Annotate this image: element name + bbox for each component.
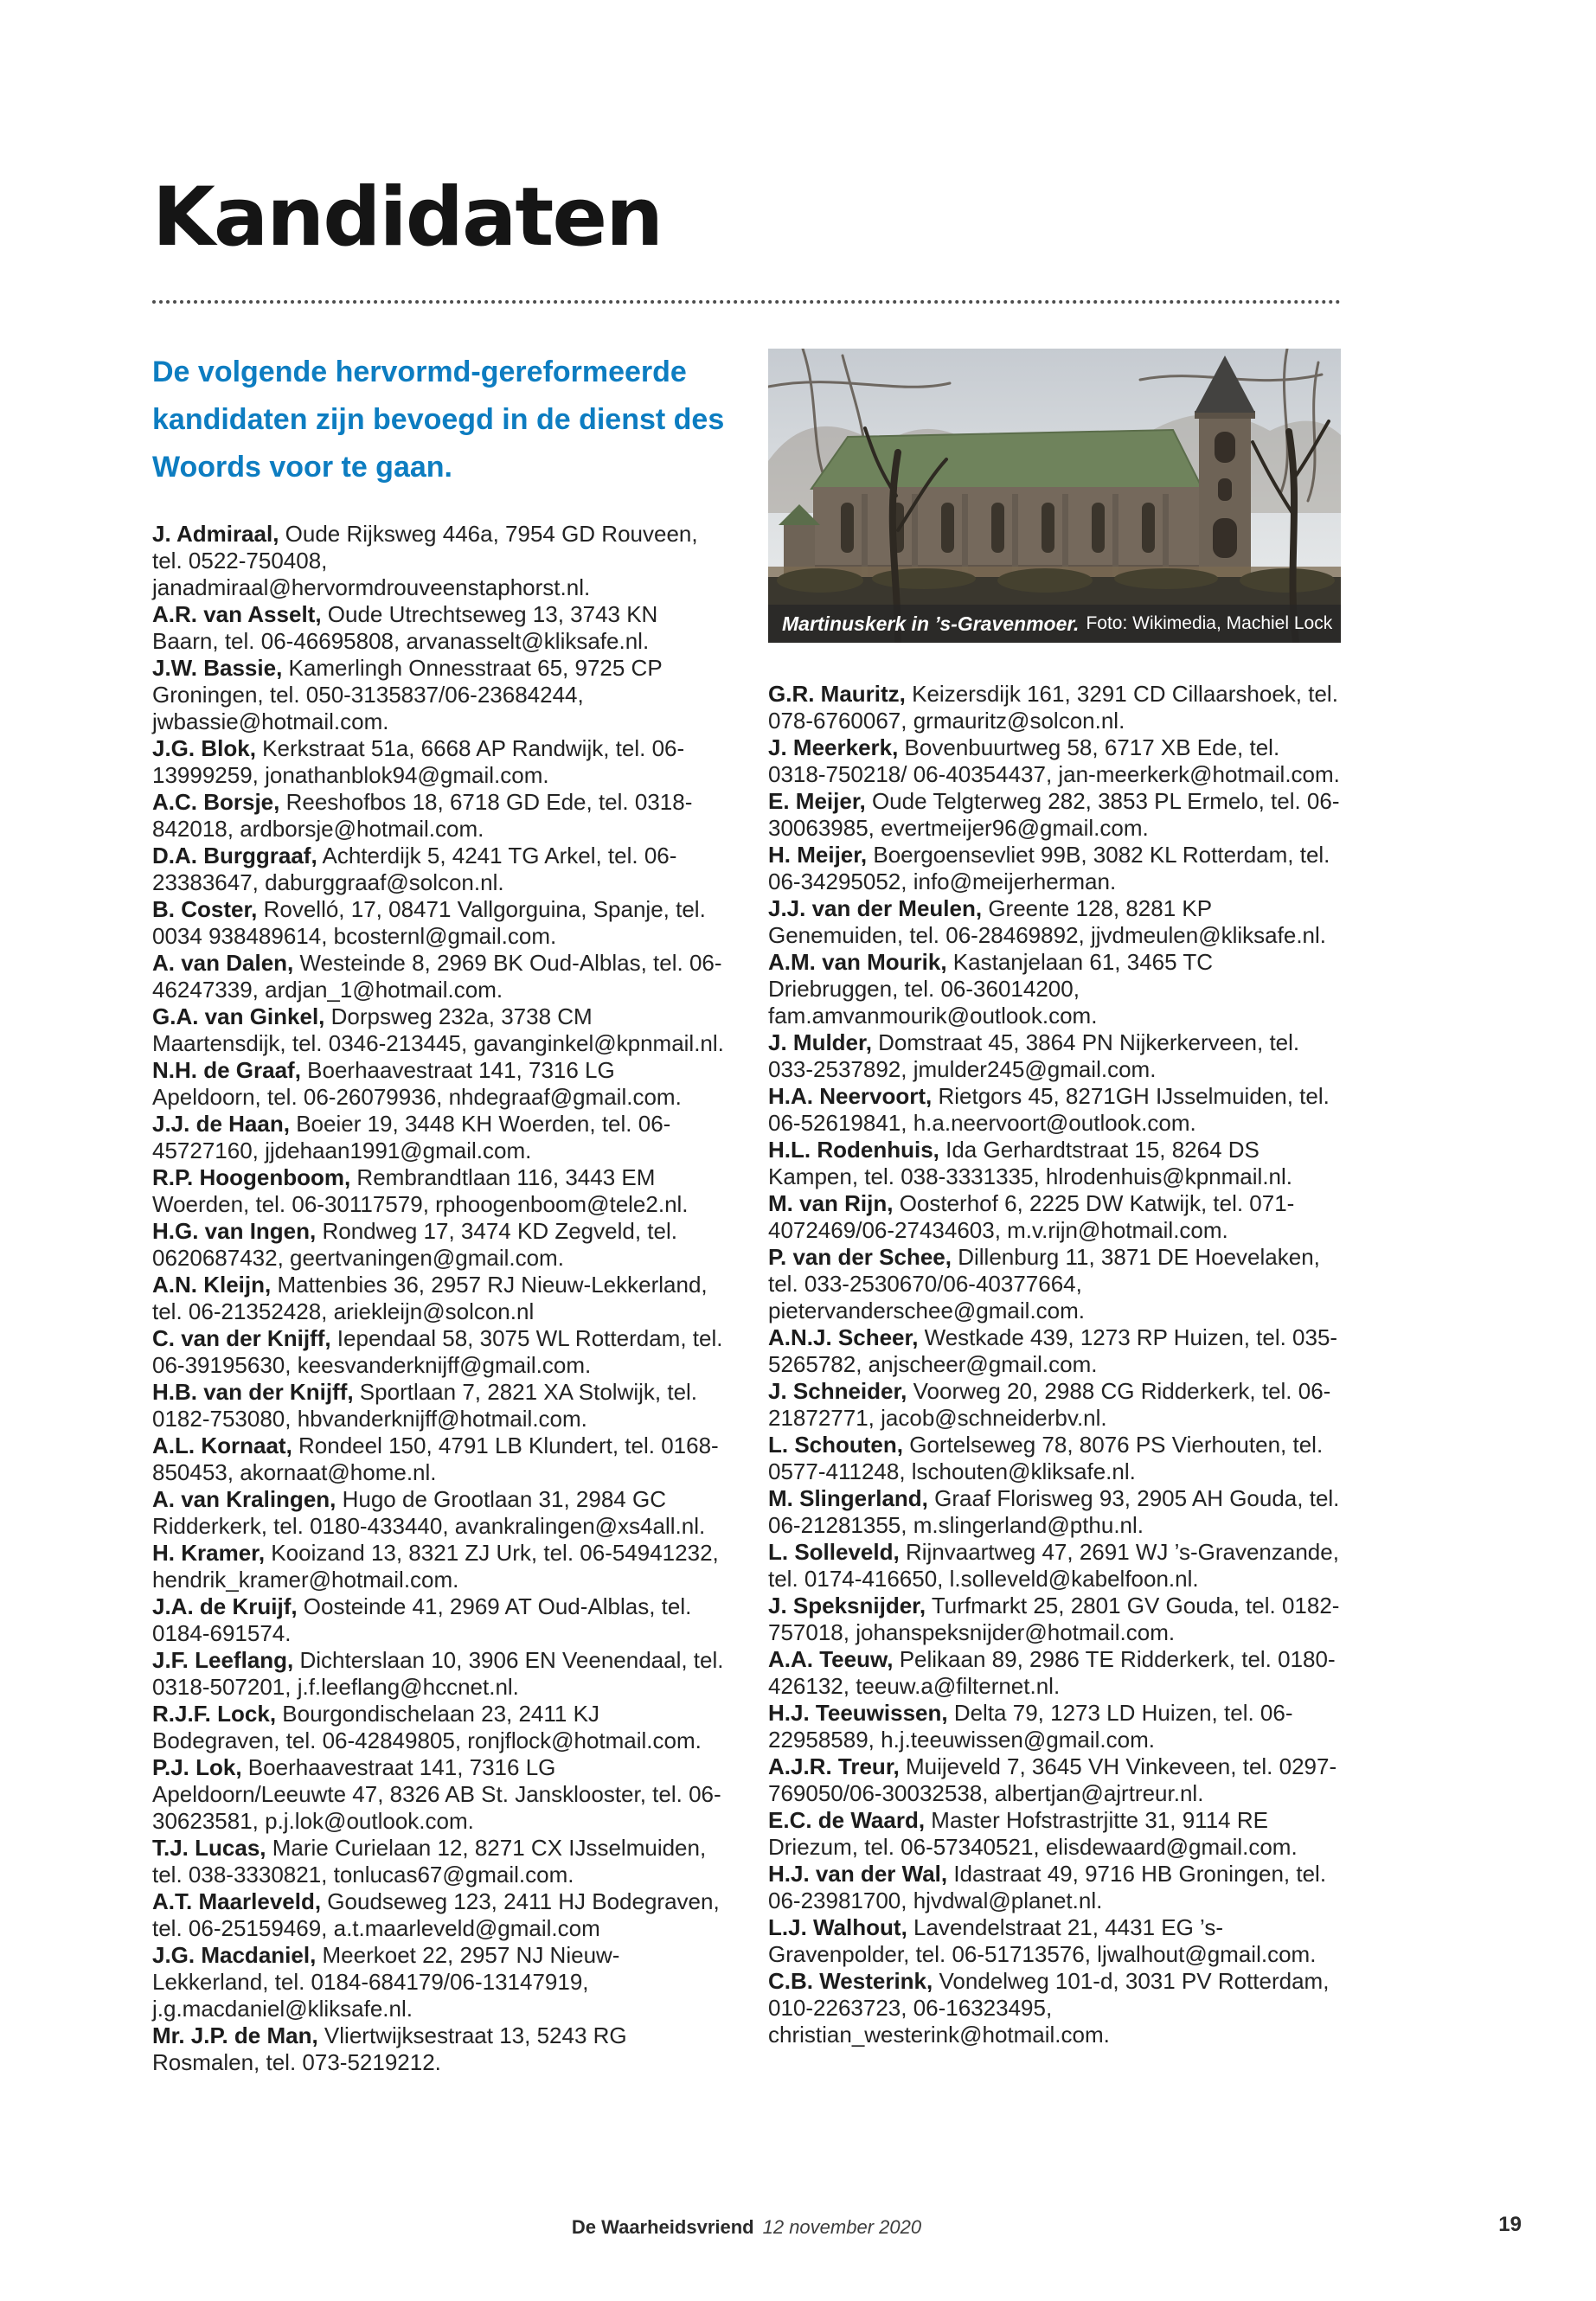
candidate-details: Pelikaan 89, 2986 TE Ridderkerk, tel. 0180-426132, teeuw.a@filternet.nl. bbox=[768, 1646, 1336, 1699]
candidate-name: C. van der Knijff, bbox=[152, 1325, 331, 1352]
candidate-entry bbox=[768, 1807, 1341, 1861]
candidate-details: Lavendelstraat 21, 4431 EG ’s-Gravenpolder, tel. 06-51713576, ljwalhout@gmail.com. bbox=[768, 1914, 1317, 1967]
photo-caption-credit: Foto: Wikimedia, Machiel Lock bbox=[1086, 613, 1333, 633]
candidate-name: J.J. van der Meulen, bbox=[768, 895, 983, 921]
candidate-name: D.A. Burggraaf, bbox=[152, 843, 317, 869]
candidate-name: J.F. Leeflang, bbox=[152, 1647, 294, 1674]
candidate-details: Ida Gerhardtstraat 15, 8264 DS Kampen, tel. 038-3331335, hlrodenhuis@kpnmail.nl. bbox=[768, 1137, 1292, 1189]
candidate-entry bbox=[768, 1190, 1341, 1244]
candidate-details: Westeinde 8, 2969 BK Oud-Alblas, tel. 06-46247339, ardjan_1@hotmail.com. bbox=[152, 950, 722, 1003]
candidate-name: R.P. Hoogenboom, bbox=[152, 1164, 351, 1191]
candidate-details: Greente 128, 8281 KP Genemuiden, tel. 06-28469892, jjvdmeulen@kliksafe.nl. bbox=[768, 895, 1326, 948]
candidate-entry bbox=[152, 1218, 725, 1272]
candidate-details: Sportlaan 7, 2821 XA Stolwijk, tel. 0182-753080, hbvanderknijff@hotmail.com. bbox=[152, 1379, 698, 1433]
candidate-details: Oosterhof 6, 2225 DW Katwijk, tel. 071-4072469/06-27434603, m.v.rijn@hotmail.com. bbox=[768, 1190, 1295, 1243]
candidate-name: N.H. de Graaf, bbox=[152, 1057, 301, 1084]
candidate-name: J.W. Bassie, bbox=[152, 655, 283, 682]
candidate-details: Kastanjelaan 61, 3465 TC Driebruggen, tel. 06-36014200, fam.amvanmourik@outlook.com. bbox=[768, 949, 1213, 1029]
page-title: Kandidaten bbox=[152, 170, 663, 265]
content-columns bbox=[152, 349, 1341, 2076]
candidate-entry bbox=[152, 1325, 725, 1379]
candidate-details: Turfmarkt 25, 2801 GV Gouda, tel. 0182-757018, johanspeksnijder@hotmail.com. bbox=[768, 1593, 1340, 1645]
candidate-name: T.J. Lucas, bbox=[152, 1835, 266, 1862]
candidate-entry bbox=[152, 1942, 725, 2022]
candidate-details: Boergoensevliet 99B, 3082 KL Rotterdam, tel. 06-34295052, info@meijerherman. bbox=[768, 842, 1330, 894]
candidate-details: Gortelseweg 78, 8076 PS Vierhouten, tel. 0577-411248, lschouten@kliksafe.nl. bbox=[768, 1432, 1324, 1484]
candidate-entry bbox=[152, 1888, 725, 1942]
candidate-entry bbox=[768, 1700, 1341, 1753]
candidate-details: Graaf Florisweg 93, 2905 AH Gouda, tel. 06-21281355, m.slingerland@pthu.nl. bbox=[768, 1485, 1340, 1538]
candidate-entry bbox=[152, 2022, 725, 2076]
candidate-name: L. Solleveld, bbox=[768, 1539, 900, 1565]
candidate-details: Boeier 19, 3448 KH Woerden, tel. 06-45727160, jjdehaan1991@gmail.com. bbox=[152, 1111, 671, 1164]
candidate-name: B. Coster, bbox=[152, 896, 258, 923]
candidate-list-right bbox=[768, 681, 1341, 2048]
candidate-entry bbox=[152, 1379, 725, 1433]
candidate-name: E.C. de Waard, bbox=[768, 1807, 926, 1833]
candidate-details: Hugo de Grootlaan 31, 2984 GC Ridderkerk, tel. 0180-433440, avankralingen@xs4all.nl. bbox=[152, 1486, 706, 1540]
candidate-details: Rijnvaartweg 47, 2691 WJ ’s-Gravenzande, tel. 0174-416650, l.solleveld@kabelfoon.nl. bbox=[768, 1539, 1339, 1592]
candidate-name: J.G. Blok, bbox=[152, 735, 256, 762]
candidate-details: Vliertwijksestraat 13, 5243 RG Rosmalen, tel. 073-5219212. bbox=[152, 2022, 627, 2076]
candidate-entry bbox=[152, 655, 725, 735]
intro-text: De volgende hervormd-gereformeerde kandidaten zijn bevoegd in de dienst des Woords voor te gaan. bbox=[152, 356, 725, 484]
candidate-name: A.M. van Mourik, bbox=[768, 949, 947, 975]
candidate-name: H.J. Teeuwissen, bbox=[768, 1700, 948, 1726]
candidate-name: J. Schneider, bbox=[768, 1378, 907, 1404]
candidate-entry bbox=[152, 1433, 725, 1486]
candidate-name: A.L. Kornaat, bbox=[152, 1433, 292, 1459]
candidate-details: Dillenburg 11, 3871 DE Hoevelaken, tel. 033-2530670/06-40377664, pietervanderschee@gmail.com. bbox=[768, 1244, 1320, 1324]
candidate-name: E. Meijer, bbox=[768, 788, 866, 814]
candidate-name: H.A. Neervoort, bbox=[768, 1083, 933, 1109]
candidate-entry bbox=[768, 1485, 1341, 1539]
candidate-name: G.R. Mauritz, bbox=[768, 681, 906, 707]
candidate-details: Delta 79, 1273 LD Huizen, tel. 06-22958589, h.j.teeuwissen@gmail.com. bbox=[768, 1700, 1293, 1753]
candidate-name: A.T. Maarleveld, bbox=[152, 1888, 322, 1915]
dotted-rule bbox=[152, 300, 1341, 304]
left-column bbox=[152, 349, 725, 2076]
candidate-name: Mr. J.P. de Man, bbox=[152, 2022, 318, 2049]
candidate-entry bbox=[152, 521, 725, 601]
candidate-name: J. Speksnijder, bbox=[768, 1593, 926, 1618]
candidate-details: Rondeel 150, 4791 LB Klundert, tel. 0168-850453, akornaat@home.nl. bbox=[152, 1433, 719, 1486]
candidate-details: Master Hofstrastrjitte 31, 9114 RE Driezum, tel. 06-57340521, elisdewaard@gmail.com. bbox=[768, 1807, 1298, 1860]
candidate-name: H. Meijer, bbox=[768, 842, 868, 868]
candidate-details: Marie Curielaan 12, 8271 CX IJsselmuiden, tel. 038-3330821, tonlucas67@gmail.com. bbox=[152, 1835, 707, 1888]
candidate-entry bbox=[768, 1539, 1341, 1593]
page-number: 19 bbox=[1498, 2213, 1522, 2236]
candidate-details: Dorpsweg 232a, 3738 CM Maartensdijk, tel. 0346-213445, gavanginkel@kpnmail.nl. bbox=[152, 1003, 724, 1057]
candidate-entry bbox=[768, 734, 1341, 788]
candidate-details: Bovenbuurtweg 58, 6717 XB Ede, tel. 0318-750218/ 06-40354437, jan-meerkerk@hotmail.com. bbox=[768, 734, 1340, 787]
candidate-details: Kamerlingh Onnesstraat 65, 9725 CP Groningen, tel. 050-3135837/06-23684244, jwbassie@hotmail.com. bbox=[152, 655, 663, 735]
candidate-entry bbox=[768, 949, 1341, 1029]
candidate-name: C.B. Westerink, bbox=[768, 1968, 933, 1994]
candidate-details: Achterdijk 5, 4241 TG Arkel, tel. 06-23383647, daburggraaf@solcon.nl. bbox=[152, 843, 677, 896]
candidate-entry bbox=[152, 1111, 725, 1164]
candidate-details: Muijeveld 7, 3645 VH Vinkeveen, tel. 0297-769050/06-30032538, albertjan@ajrtreur.nl. bbox=[768, 1753, 1337, 1806]
candidate-entry bbox=[152, 1701, 725, 1754]
candidate-entry bbox=[152, 950, 725, 1003]
candidate-name: H.B. van der Knijff, bbox=[152, 1379, 354, 1406]
photo-caption-title: Martinuskerk in ’s-Gravenmoer. bbox=[782, 612, 1080, 635]
candidate-details: Boerhaavestraat 141, 7316 LG Apeldoorn, tel. 06-26079936, nhdegraaf@gmail.com. bbox=[152, 1057, 682, 1111]
candidate-details: Oude Rijksweg 446a, 7954 GD Rouveen, tel. 0522-750408, janadmiraal@hervormdrouveenstaphorst.nl. bbox=[152, 521, 698, 601]
candidate-name: A.A. Teeuw, bbox=[768, 1646, 894, 1672]
candidate-entry bbox=[768, 1324, 1341, 1378]
candidate-entry bbox=[768, 1083, 1341, 1137]
candidate-name: L.J. Walhout, bbox=[768, 1914, 907, 1940]
candidate-name: J.A. de Kruijf, bbox=[152, 1593, 298, 1620]
candidate-entry bbox=[152, 601, 725, 655]
candidate-entry bbox=[152, 789, 725, 843]
candidate-entry bbox=[152, 1057, 725, 1111]
candidate-entry bbox=[768, 681, 1341, 734]
candidate-details: Meerkoet 22, 2957 NJ Nieuw-Lekkerland, tel. 0184-684179/06-13147919, j.g.macdaniel@kliksafe.nl. bbox=[152, 1942, 620, 2022]
candidate-entry bbox=[152, 1486, 725, 1540]
candidate-entry bbox=[152, 1754, 725, 1835]
candidate-name: A.C. Borsje, bbox=[152, 789, 280, 816]
candidate-name: A.J.R. Treur, bbox=[768, 1753, 900, 1779]
candidate-entry bbox=[768, 842, 1341, 895]
candidate-details: Dichterslaan 10, 3906 EN Veenendaal, tel. 0318-507201, j.f.leeflang@hccnet.nl. bbox=[152, 1647, 724, 1701]
candidate-name: M. Slingerland, bbox=[768, 1485, 928, 1511]
candidate-name: A.N. Kleijn, bbox=[152, 1272, 272, 1298]
candidate-name: H.L. Rodenhuis, bbox=[768, 1137, 939, 1163]
candidate-entry bbox=[152, 843, 725, 896]
candidate-name: A.N.J. Scheer, bbox=[768, 1324, 919, 1350]
candidate-details: Boerhaavestraat 141, 7316 LG Apeldoorn/Leeuwte 47, 8326 AB St. Jansklooster, tel. 06-30623581, p.j.lok@outlook.com. bbox=[152, 1754, 721, 1835]
candidate-details: Goudseweg 123, 2411 HJ Bodegraven, tel. 06-25159469, a.t.maarleveld@gmail.com bbox=[152, 1888, 720, 1942]
candidate-entry bbox=[768, 1968, 1341, 2048]
candidate-entry bbox=[768, 1029, 1341, 1083]
candidate-name: H.J. van der Wal, bbox=[768, 1861, 948, 1887]
candidate-name: J. Admiraal, bbox=[152, 521, 279, 548]
candidate-entry bbox=[768, 1646, 1341, 1700]
candidate-details: Rembrandtlaan 116, 3443 EM Woerden, tel. 06-30117579, rphoogenboom@tele2.nl. bbox=[152, 1164, 689, 1218]
candidate-entry bbox=[768, 1593, 1341, 1646]
candidate-name: A. van Kralingen, bbox=[152, 1486, 337, 1513]
candidate-name: P. van der Schee, bbox=[768, 1244, 952, 1270]
church-photo bbox=[768, 349, 1341, 643]
candidate-entry bbox=[768, 1378, 1341, 1432]
candidate-entry bbox=[152, 735, 725, 789]
church-illustration bbox=[768, 349, 1341, 643]
candidate-details: Bourgondischelaan 23, 2411 KJ Bodegraven, tel. 06-42849805, ronjflock@hotmail.com. bbox=[152, 1701, 702, 1754]
candidate-details: Mattenbies 36, 2957 RJ Nieuw-Lekkerland, tel. 06-21352428, ariekleijn@solcon.nl bbox=[152, 1272, 708, 1325]
candidate-name: J. Meerkerk, bbox=[768, 734, 899, 760]
candidate-name: R.J.F. Lock, bbox=[152, 1701, 277, 1727]
candidate-entry bbox=[768, 1753, 1341, 1807]
candidate-name: H.G. van Ingen, bbox=[152, 1218, 317, 1245]
candidate-details: Reeshofbos 18, 6718 GD Ede, tel. 0318-842018, ardborsje@hotmail.com. bbox=[152, 789, 693, 843]
candidate-details: Voorweg 20, 2988 CG Ridderkerk, tel. 06-21872771, jacob@schneiderbv.nl. bbox=[768, 1378, 1331, 1431]
candidate-entry bbox=[768, 1244, 1341, 1324]
candidate-entry bbox=[768, 788, 1341, 842]
candidate-entry bbox=[152, 1540, 725, 1593]
right-column bbox=[768, 349, 1341, 2076]
candidate-details: Westkade 439, 1273 RP Huizen, tel. 035-5265782, anjscheer@gmail.com. bbox=[768, 1324, 1338, 1377]
candidate-entry bbox=[152, 1003, 725, 1057]
footer-brand: De Waarheidsvriend bbox=[571, 2216, 754, 2238]
candidate-details: Domstraat 45, 3864 PN Nijkerkerveen, tel. 033-2537892, jmulder245@gmail.com. bbox=[768, 1029, 1300, 1082]
candidate-entry bbox=[768, 1861, 1341, 1914]
candidate-name: J.J. de Haan, bbox=[152, 1111, 290, 1138]
candidate-details: Oude Telgterweg 282, 3853 PL Ermelo, tel. 06-30063985, evertmeijer96@gmail.com. bbox=[768, 788, 1340, 841]
candidate-name: H. Kramer, bbox=[152, 1540, 266, 1567]
candidate-name: M. van Rijn, bbox=[768, 1190, 894, 1216]
candidate-entry bbox=[768, 1137, 1341, 1190]
candidate-details: Idastraat 49, 9716 HB Groningen, tel. 06-23981700, hjvdwal@planet.nl. bbox=[768, 1861, 1327, 1913]
footer bbox=[152, 2216, 1341, 2239]
candidate-details: Rondweg 17, 3474 KD Zegveld, tel. 0620687432, geertvaningen@gmail.com. bbox=[152, 1218, 677, 1272]
candidate-details: Oosteinde 41, 2969 AT Oud-Alblas, tel. 0184-691574. bbox=[152, 1593, 692, 1647]
candidate-name: G.A. van Ginkel, bbox=[152, 1003, 325, 1030]
candidate-entry bbox=[768, 895, 1341, 949]
candidate-details: Rovelló, 17, 08471 Vallgorguina, Spanje, tel. 0034 938489614, bcosternl@gmail.com. bbox=[152, 896, 706, 950]
candidate-name: A. van Dalen, bbox=[152, 950, 294, 977]
candidate-name: L. Schouten, bbox=[768, 1432, 903, 1458]
candidate-entry bbox=[152, 1272, 725, 1325]
candidate-name: J.G. Macdaniel, bbox=[152, 1942, 317, 1969]
candidate-details: Vondelweg 101-d, 3031 PV Rotterdam, 010-2263723, 06-16323495, christian_westerink@hotmail.com. bbox=[768, 1968, 1330, 2048]
candidate-name: J. Mulder, bbox=[768, 1029, 872, 1055]
candidate-details: Oude Utrechtseweg 13, 3743 KN Baarn, tel. 06-46695808, arvanasselt@kliksafe.nl. bbox=[152, 601, 658, 655]
candidate-details: Keizersdijk 161, 3291 CD Cillaarshoek, tel. 078-6760067, grmauritz@solcon.nl. bbox=[768, 681, 1338, 734]
candidate-details: Rietgors 45, 8271GH IJsselmuiden, tel. 06-52619841, h.a.neervoort@outlook.com. bbox=[768, 1083, 1330, 1136]
candidate-details: Kerkstraat 51a, 6668 AP Randwijk, tel. 06-13999259, jonathanblok94@gmail.com. bbox=[152, 735, 685, 789]
candidate-entry bbox=[152, 1647, 725, 1701]
candidate-name: P.J. Lok, bbox=[152, 1754, 242, 1781]
candidate-name: A.R. van Asselt, bbox=[152, 601, 322, 628]
candidate-entry bbox=[152, 1164, 725, 1218]
candidate-details: Kooizand 13, 8321 ZJ Urk, tel. 06-54941232, hendrik_kramer@hotmail.com. bbox=[152, 1540, 719, 1593]
candidate-entry bbox=[768, 1432, 1341, 1485]
candidate-entry bbox=[152, 896, 725, 950]
candidate-entry bbox=[768, 1914, 1341, 1968]
candidate-details: Iependaal 58, 3075 WL Rotterdam, tel. 06-39195630, keesvanderknijff@gmail.com. bbox=[152, 1325, 723, 1379]
photo-caption bbox=[768, 605, 1341, 643]
footer-date: 12 november 2020 bbox=[762, 2216, 922, 2238]
candidate-entry bbox=[152, 1835, 725, 1888]
candidate-entry bbox=[152, 1593, 725, 1647]
candidate-list-left bbox=[152, 521, 725, 2076]
